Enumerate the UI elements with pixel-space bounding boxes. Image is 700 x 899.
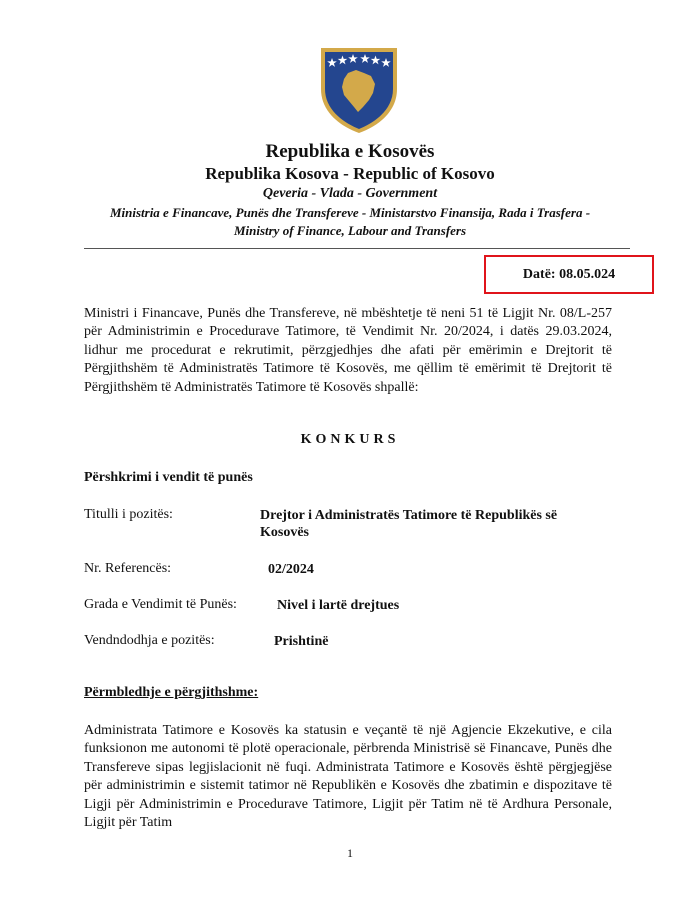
header-ministry-line2: Ministry of Finance, Labour and Transfers bbox=[233, 223, 467, 238]
position-title-label: Titulli i pozitës: bbox=[84, 507, 173, 522]
location-value: Prishtinë bbox=[274, 634, 329, 649]
kosovo-coat-of-arms-icon bbox=[318, 45, 400, 135]
header-republic-albanian: Republika e Kosovës bbox=[265, 141, 435, 162]
document-date: Datë: 08.05.024 bbox=[522, 266, 616, 282]
position-title-value-line1: Drejtor i Administratës Tatimore të Republikës së bbox=[260, 508, 558, 523]
page-number: 1 bbox=[347, 846, 353, 860]
intro-paragraph: Ministri i Financave, Punës dhe Transfereve, në mbështetje të neni 51 të Ligjit Nr. 08/L-257 për Administrimin e Procedurave Tatimore, të Vendimit Nr. 20/2024, i datës 29.03.2024, lidhur me procedurat e rekrutimit, përzgjedhjes dhe afati për emërimin e Drejtorit të Përgjithshëm të Administratës Tatimore të Kosovës, me qëllim të emërimit të Drejtorit të Përgjithshëm të Administratës Tatimore të Kosovës shpallë: bbox=[84, 306, 612, 395]
grade-label: Grada e Vendimit të Punës: bbox=[84, 597, 237, 612]
summary-paragraph: Administrata Tatimore e Kosovës ka statusin e veçantë të një Agjencie Ekzekutive, e cila funksionon me autonomi të plotë operacionale, përbrenda Ministrisë së Financave, Punës dhe Transfereve sipas legjislacionit në fuqi. Administrata Tatimore e Kosovës është përgjegjëse për administrimin e sistemit tatimor në Republikën e Kosovës dhe zbatimin e dispozitave të Ligji për Administrimin e Procedurave Tatimore, Ligjit për Tatim në të Ardhura Personale, Ligjit për Tatim bbox=[84, 723, 612, 831]
header-divider bbox=[84, 248, 630, 249]
grade-value: Nivel i lartë drejtues bbox=[277, 598, 400, 613]
header-ministry bbox=[0, 204, 700, 240]
location-label: Vendndodhja e pozitës: bbox=[84, 633, 215, 648]
section-job-description-heading: Përshkrimi i vendit të punës bbox=[84, 470, 253, 485]
document-title: KONKURS bbox=[300, 432, 400, 447]
position-title-value bbox=[260, 507, 557, 541]
section-general-summary-heading: Përmbledhje e përgjithshme: bbox=[84, 685, 259, 700]
reference-number-value: 02/2024 bbox=[268, 562, 314, 577]
header-government: Qeveria - Vlada - Government bbox=[262, 186, 438, 201]
header-ministry-line1: Ministria e Financave, Punës dhe Transfereve - Ministarstvo Finansija, Rada i Trasfera - bbox=[109, 205, 591, 220]
header-republic-serbian-english: Republika Kosova - Republic of Kosovo bbox=[205, 164, 495, 183]
reference-number-label: Nr. Referencës: bbox=[84, 561, 172, 576]
position-title-value-line2: Kosovës bbox=[260, 525, 309, 540]
date-highlight-box bbox=[484, 255, 654, 294]
